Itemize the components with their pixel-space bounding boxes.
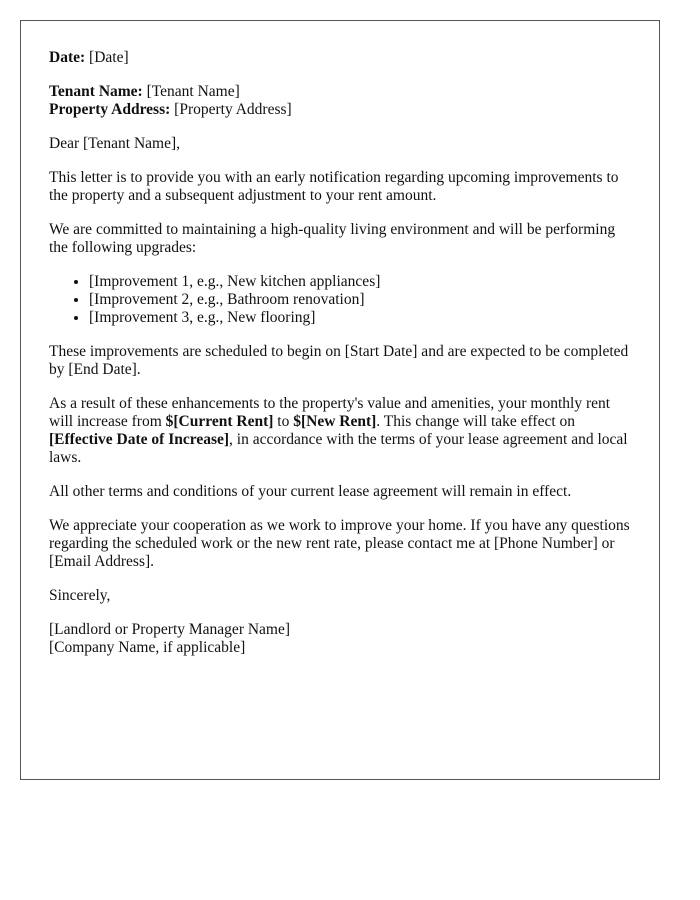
improvements-list: [49, 273, 631, 327]
increase-text-2: to: [273, 413, 294, 430]
list-item: • [Improvement 3, e.g., New flooring]: [89, 309, 631, 327]
date-value: [Date]: [89, 49, 129, 66]
intro-paragraph: This letter is to provide you with an early notification regarding upcoming improvements to the property and a subsequent adjustment to your rent amount.: [49, 169, 619, 204]
signoff: Sincerely,: [49, 587, 111, 604]
increase-text-4: , in accordance with the terms of your lease agreement and local laws.: [49, 431, 628, 466]
signer-name: [Landlord or Property Manager Name]: [49, 621, 291, 638]
new-rent: $[New Rent]: [293, 413, 377, 430]
rent-increase-paragraph: [49, 395, 631, 467]
letter-page: [20, 20, 660, 780]
salutation: Dear [Tenant Name],: [49, 135, 181, 152]
signature-block: [49, 621, 631, 657]
list-item: • [Improvement 2, e.g., Bathroom renovation]: [89, 291, 631, 309]
address-value: [Property Address]: [174, 101, 292, 118]
schedule-paragraph: These improvements are scheduled to begin on [Start Date] and are expected to be completed by [End Date].: [49, 343, 629, 378]
company-name: [Company Name, if applicable]: [49, 639, 246, 656]
tenant-value: [Tenant Name]: [146, 83, 240, 100]
tenant-label: Tenant Name:: [49, 83, 143, 100]
current-rent: $[Current Rent]: [165, 413, 274, 430]
commitment-paragraph: We are committed to maintaining a high-quality living environment and will be performing the following upgrades:: [49, 221, 616, 256]
list-item: • [Improvement 1, e.g., New kitchen appliances]: [89, 273, 631, 291]
effective-date: [Effective Date of Increase]: [49, 431, 230, 448]
address-label: Property Address:: [49, 101, 171, 118]
closing-paragraph: We appreciate your cooperation as we work to improve your home. If you have any questions regarding the scheduled work or the new rent rate, please contact me at [Phone Number] or [Email Address].: [49, 517, 630, 570]
recipient-block: [49, 83, 631, 119]
date-label: Date:: [49, 49, 86, 66]
terms-paragraph: All other terms and conditions of your current lease agreement will remain in effect.: [49, 483, 572, 500]
date-line: [49, 49, 631, 67]
increase-text-1: As a result of these enhancements to the property's value and amenities, your monthly rent will increase from: [49, 395, 611, 430]
increase-text-3: . This change will take effect on: [376, 413, 576, 430]
